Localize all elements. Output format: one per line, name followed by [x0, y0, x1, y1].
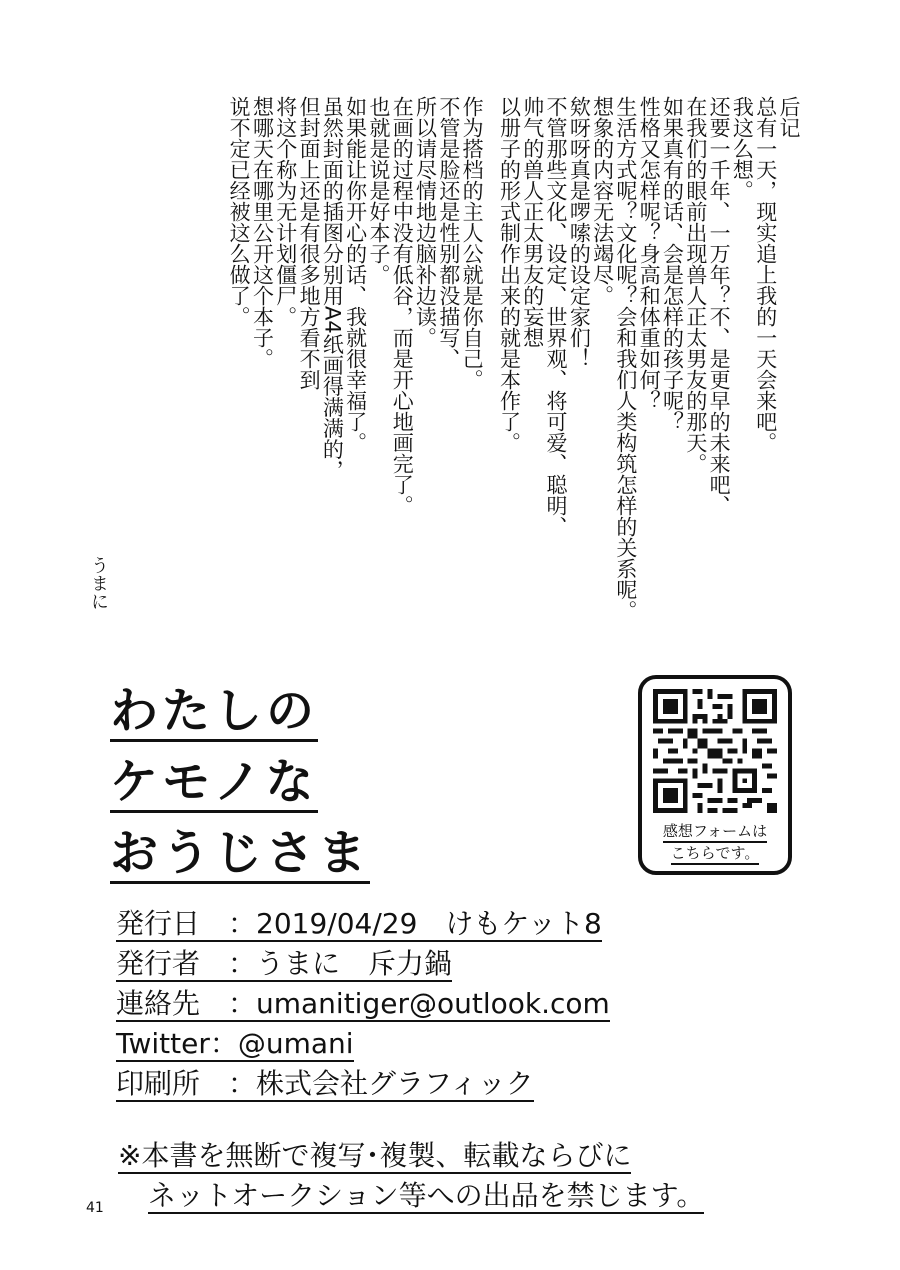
afterword-line: 在我们的眼前出现兽人正太男友的那天。	[683, 96, 708, 474]
afterword-line: 作为搭档的主人公就是你自己。	[460, 96, 485, 390]
qr-code-icon[interactable]	[653, 689, 777, 813]
qr-caption-line: 感想フォームは	[663, 821, 767, 843]
qr-caption	[642, 821, 788, 865]
book-title	[110, 683, 400, 896]
afterword-line: 如果真有的话、会是怎样的孩子呢？	[660, 96, 685, 432]
afterword-line: 将这个称为无计划僵尸。	[273, 96, 298, 327]
page-number: 41	[86, 1200, 104, 1216]
colophon	[116, 908, 736, 1108]
afterword-line: 以册子的形式制作出来的就是本作了。	[497, 96, 522, 453]
copyright-notice	[118, 1140, 758, 1220]
feedback-qr-card[interactable]	[638, 675, 792, 875]
title-line: わたしの	[110, 683, 318, 742]
paragraph-spacer	[483, 96, 497, 656]
afterword-line: 所以请尽情地边脑补边读。	[413, 96, 438, 348]
afterword-line: 不管是脸还是性别都没描写、	[436, 96, 461, 369]
afterword-line: 想象的内容无法竭尽。	[590, 96, 615, 306]
qr-caption-line: こちらです。	[671, 843, 760, 865]
afterword-line: 但封面上还是有很多地方看不到	[297, 96, 322, 390]
title-line: おうじさま	[110, 825, 370, 884]
afterword-line: 我这么想。	[730, 96, 755, 201]
afterword-line: 如果能让你开心的话、我就很幸福了。	[343, 96, 368, 453]
colophon-release-date: 発行日 ：2019/04/29 けもケット8	[116, 907, 602, 940]
afterword	[100, 96, 800, 656]
afterword-line: 也就是说是好本子。	[366, 96, 391, 285]
afterword-line: 还要一千年、一万年？不、是更早的未来吧、	[707, 96, 732, 516]
colophon-publisher: 発行者 ：うまに 斥力鍋	[116, 947, 453, 980]
colophon-contact-email[interactable]: 連絡先 ：umanitiger@outlook.com	[116, 987, 610, 1020]
afterword-author: うまに	[88, 556, 109, 610]
colophon-twitter[interactable]: Twitter：@umani	[116, 1027, 354, 1060]
afterword-line: 在画的过程中没有低谷，而是开心地画完了。	[390, 96, 415, 516]
notice-line: ネットオークション等への出品を禁じます。	[148, 1179, 705, 1212]
afterword-heading: 后记	[777, 96, 801, 138]
afterword-line: 虽然封面的插图分别用A4纸画得满满的，	[320, 96, 345, 481]
afterword-line: 总有一天，现实追上我的一天会来吧。	[753, 96, 778, 453]
afterword-line: 欸呀呀真是啰嗦的设定家们！	[567, 96, 592, 369]
afterword-line: 说不定已经被这么做了。	[227, 96, 252, 327]
title-line: ケモノな	[110, 754, 318, 813]
afterword-line: 想哪天在哪里公开这个本子。	[250, 96, 275, 369]
colophon-printer: 印刷所 ：株式会社グラフィック	[116, 1067, 534, 1100]
afterword-line: 生活方式呢？文化呢？会和我们人类构筑怎样的关系呢。	[613, 96, 638, 621]
afterword-line: 不管那些文化、设定、世界观、将可爱、聪明、	[544, 96, 569, 537]
afterword-line: 帅气的兽人正太男友的妄想	[520, 96, 545, 348]
afterword-line: 性格又怎样呢？身高和体重如何？	[637, 96, 662, 411]
notice-line: ※本書を無断で複写･複製、転載ならびに	[118, 1139, 632, 1172]
